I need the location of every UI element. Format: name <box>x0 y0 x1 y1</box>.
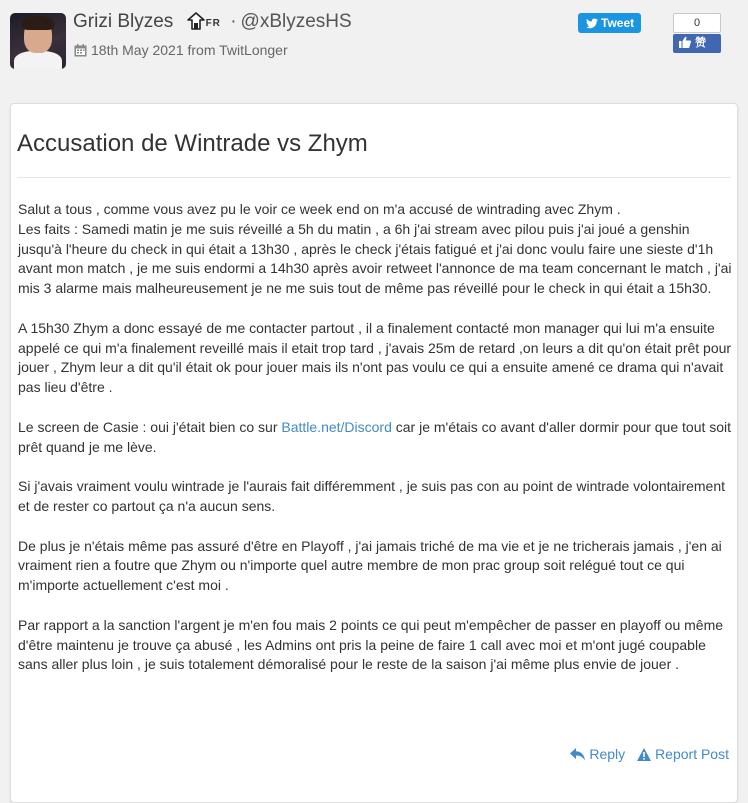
reply-button[interactable] <box>570 746 625 764</box>
report-label: Report Post <box>655 746 729 762</box>
post-panel <box>10 103 738 803</box>
title-divider <box>17 177 731 178</box>
like-count: 0 <box>673 13 721 33</box>
reply-label: Reply <box>589 746 626 762</box>
post-actions <box>562 746 729 764</box>
like-label: 赞 <box>695 37 706 49</box>
report-post-button[interactable] <box>637 746 729 764</box>
user-handle[interactable]: @xBlyzesHS <box>240 11 352 32</box>
post-header <box>0 0 748 90</box>
avatar[interactable] <box>10 13 66 69</box>
paragraph-3-end: car je m'étais co avant d'aller dormir pour que tout soit prêt quand je me lève. <box>18 418 732 455</box>
post-date-source: 18th May 2021 from TwitLonger <box>91 42 288 58</box>
separator-dot: · <box>230 11 237 32</box>
tweet-label: Tweet <box>601 16 635 30</box>
paragraph-3-start: Le screen de Casie : oui j'était bien co sur <box>18 418 282 435</box>
battlenet-discord-link[interactable]: Battle.net/Discord <box>281 418 392 435</box>
calendar-icon <box>74 43 87 61</box>
paragraph-5: De plus je n'étais même pas assuré d'être en Playoff , j'ai jamais triché de ma vie et je ne tricherais jamais , j'en ai vraiment rien a foutre que Zhym ou n'importe quel autre membre de mon prac group soit relégué tout ce qui m'importe actuellement c'est moi . <box>18 537 722 594</box>
post-title: Accusation de Wintrade vs Zhym <box>17 130 368 157</box>
display-name[interactable]: Grizi Blyzes <box>73 11 174 32</box>
paragraph-1: Salut a tous , comme vous avez pu le voir ce week end on m'a accusé de wintrading avec Zhym . Les faits : Samedi matin je me suis réveillé a 5h du matin , a 6h j'ai stream avec pilou puis j'ai joué a genshin jusqu'à l'heure du check in qui était a 13h30 , après le check j'étais fatigué et j'ai donc voulu faire une sieste d'1h avant mon match , je me suis endormi a 14h30 après avoir retweet l'annonce de ma team concernant le match , j'ai mis 3 alarme mais malheureusement je ne me suis tout de même pas réveillé pour le check in qui était a 15h30. <box>18 201 732 297</box>
like-button[interactable] <box>673 34 721 53</box>
rank-icon <box>187 12 205 37</box>
warning-icon <box>637 748 651 764</box>
paragraph-3 <box>18 418 736 458</box>
paragraph-2: A 15h30 Zhym a donc essayé de me contacter partout , il a finalement contacté mon manager qui lui m'a ensuite appelé ce qui m'a finalement reveillé mais il etait trop tard , j'avais 25m de retard ,on leurs a dit qu'on était prêt pour jouer , Zhym leur a dit qu'il était ok pour jouer mais ils n'ont pas voulu ce qui a ensuite amené ce drama qui n'avait pas lieu d'être . <box>18 319 732 396</box>
paragraph-6: Par rapport a la sanction l'argent je m'en fou mais 2 points ce qui peut m'empêcher de passer en playoff ou même d'être maintenu je trouve ça abusé , les Admins ont pris la peine de faire 1 call avec moi et m'ont jugé coupable sans aller plus loin , je suis totalement démoralisé pour le reste de la saison j'ai même plus envie de jouer . <box>18 616 724 673</box>
user-line <box>73 10 352 37</box>
country-code: FR <box>205 18 221 29</box>
paragraph-4: Si j'avais vraiment voulu wintrade je l'aurais fait différemment , je suis pas con au point de wintrade volontairement et de rester co partout ça n'a aucun sens. <box>18 478 725 514</box>
like-widget <box>673 13 721 53</box>
post-meta <box>74 41 288 61</box>
twitter-bird-icon <box>586 15 598 35</box>
thumbs-up-icon <box>679 36 691 55</box>
reply-icon <box>570 748 585 764</box>
tweet-button[interactable] <box>578 13 641 33</box>
post-body <box>18 200 736 695</box>
